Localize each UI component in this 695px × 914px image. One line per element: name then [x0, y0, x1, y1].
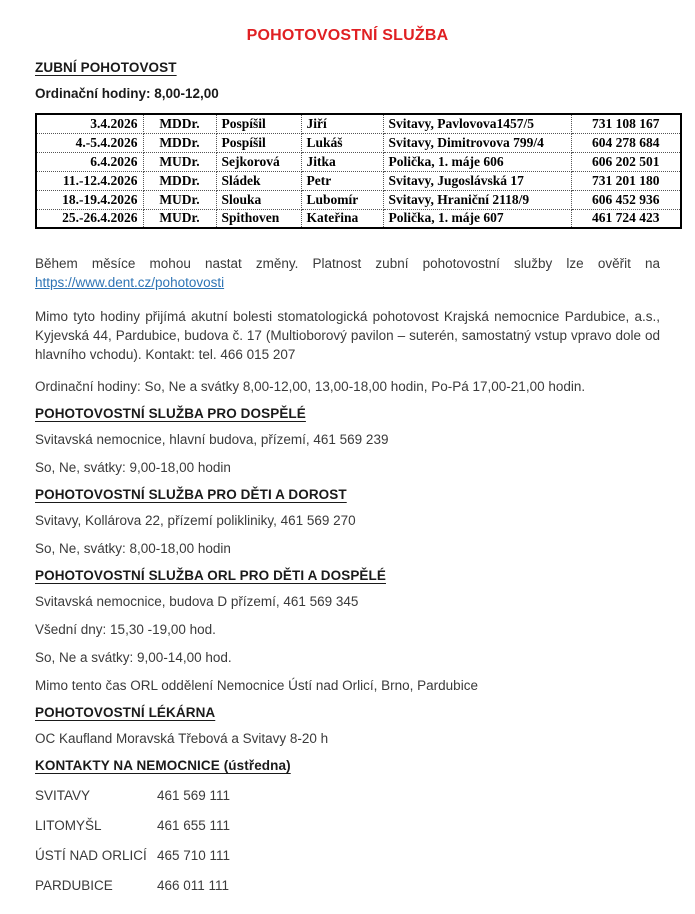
contact-phone: 465 710 111: [157, 848, 231, 863]
cell-phone: 606 452 936: [571, 190, 681, 209]
after-hours-line-1: Mimo tyto hodiny přijímá akutní bolesti stomatologická pohotovost Krajská nemocnice Pardubice, a.s.,: [35, 309, 660, 324]
cell-phone: 606 202 501: [571, 152, 681, 171]
cell-date: 6.4.2026: [36, 152, 143, 171]
validity-note: [35, 254, 660, 292]
cell-date: 4.-5.4.2026: [36, 133, 143, 152]
contact-city: LITOMYŠL: [35, 818, 102, 833]
contact-row: [35, 816, 660, 835]
cell-phone: 731 108 167: [571, 114, 681, 133]
cell-surname: Pospíšil: [216, 133, 301, 152]
contact-row: [35, 846, 660, 865]
cell-firstname: Jiří: [301, 114, 383, 133]
cell-surname: Sejkorová: [216, 152, 301, 171]
contact-city: ÚSTÍ NAD ORLICÍ: [35, 848, 147, 863]
cell-degree: MDDr.: [143, 114, 216, 133]
cell-degree: MUDr.: [143, 152, 216, 171]
heading-orl-emergency: POHOTOVOSTNÍ SLUŽBA ORL PRO DĚTI A DOSPĚLÉ: [35, 568, 386, 583]
orl-offhours-note: Mimo tento čas ORL oddělení Nemocnice Ústí nad Orlicí, Brno, Pardubice: [35, 678, 478, 693]
dent-cz-link[interactable]: https://www.dent.cz/pohotovosti: [35, 275, 225, 290]
cell-date: 18.-19.4.2026: [36, 190, 143, 209]
contact-phone: 461 569 111: [157, 788, 231, 803]
heading-pharmacy-emergency: POHOTOVOSTNÍ LÉKÁRNA: [35, 705, 216, 720]
table-row: [36, 209, 681, 228]
dental-office-hours: Ordinační hodiny: 8,00-12,00: [35, 86, 219, 101]
children-hours: So, Ne, svátky: 8,00-18,00 hodin: [35, 541, 231, 556]
table-row: [36, 133, 681, 152]
contact-row: [35, 876, 660, 895]
cell-firstname: Lukáš: [301, 133, 383, 152]
after-hours-line-3: hlavního vchodu). Kontakt: tel. 466 015 207: [35, 347, 296, 362]
cell-degree: MDDr.: [143, 133, 216, 152]
cell-surname: Spithoven: [216, 209, 301, 228]
cell-phone: 731 201 180: [571, 171, 681, 190]
contact-phone: 461 655 111: [157, 818, 231, 833]
after-hours-paragraph: [35, 307, 660, 364]
heading-children-emergency: POHOTOVOSTNÍ SLUŽBA PRO DĚTI A DOROST: [35, 487, 347, 502]
validity-note-text: Během měsíce mohou nastat změny. Platnost zubní pohotovostní služby lze ověřit na: [35, 256, 660, 271]
cell-surname: Sládek: [216, 171, 301, 190]
table-row: [36, 190, 681, 209]
heading-dental-emergency: ZUBNÍ POHOTOVOST: [35, 60, 177, 75]
children-location: Svitavy, Kollárova 22, přízemí polikliniky, 461 569 270: [35, 513, 356, 528]
cell-address: Svitavy, Pavlovova1457/5: [383, 114, 571, 133]
heading-hospital-contacts: KONTAKTY NA NEMOCNICE (ústředna): [35, 758, 291, 773]
cell-firstname: Petr: [301, 171, 383, 190]
cell-phone: 461 724 423: [571, 209, 681, 228]
cell-degree: MDDr.: [143, 171, 216, 190]
contact-phone: 466 011 111: [157, 878, 230, 893]
cell-address: Svitavy, Jugoslávská 17: [383, 171, 571, 190]
cell-date: 11.-12.4.2026: [36, 171, 143, 190]
after-hours-line-2: Kyjevská 44, Pardubice, budova č. 17 (Multioborový pavilon – suterén, samostatný vstup vpravo dole od: [35, 328, 660, 343]
adults-hours: So, Ne, svátky: 9,00-18,00 hodin: [35, 460, 231, 475]
cell-surname: Pospíšil: [216, 114, 301, 133]
heading-adults-emergency: POHOTOVOSTNÍ SLUŽBA PRO DOSPĚLÉ: [35, 406, 306, 421]
pharmacy-location: OC Kaufland Moravská Třebová a Svitavy 8-20 h: [35, 731, 329, 746]
cell-address: Polička, 1. máje 606: [383, 152, 571, 171]
table-row: [36, 152, 681, 171]
cell-address: Svitavy, Hraniční 2118/9: [383, 190, 571, 209]
orl-weekend-hours: So, Ne a svátky: 9,00-14,00 hod.: [35, 650, 232, 665]
cell-address: Svitavy, Dimitrovova 799/4: [383, 133, 571, 152]
cell-date: 3.4.2026: [36, 114, 143, 133]
table-row: [36, 171, 681, 190]
cell-degree: MUDr.: [143, 190, 216, 209]
cell-firstname: Jitka: [301, 152, 383, 171]
adults-location: Svitavská nemocnice, hlavní budova, přízemí, 461 569 239: [35, 432, 389, 447]
after-hours-office-hours: Ordinační hodiny: So, Ne a svátky 8,00-12,00, 13,00-18,00 hodin, Po-Pá 17,00-21,00 hodin.: [35, 379, 586, 394]
table-row: [36, 114, 681, 133]
cell-date: 25.-26.4.2026: [36, 209, 143, 228]
page-title: POHOTOVOSTNÍ SLUŽBA: [246, 27, 449, 44]
contact-city: SVITAVY: [35, 788, 91, 803]
dental-schedule-table: [35, 113, 682, 229]
cell-firstname: Lubomír: [301, 190, 383, 209]
contact-row: [35, 786, 660, 805]
orl-weekday-hours: Všední dny: 15,30 -19,00 hod.: [35, 622, 216, 637]
contact-city: PARDUBICE: [35, 878, 113, 893]
cell-firstname: Kateřina: [301, 209, 383, 228]
cell-phone: 604 278 684: [571, 133, 681, 152]
cell-address: Polička, 1. máje 607: [383, 209, 571, 228]
cell-degree: MUDr.: [143, 209, 216, 228]
orl-location: Svitavská nemocnice, budova D přízemí, 461 569 345: [35, 594, 359, 609]
cell-surname: Slouka: [216, 190, 301, 209]
